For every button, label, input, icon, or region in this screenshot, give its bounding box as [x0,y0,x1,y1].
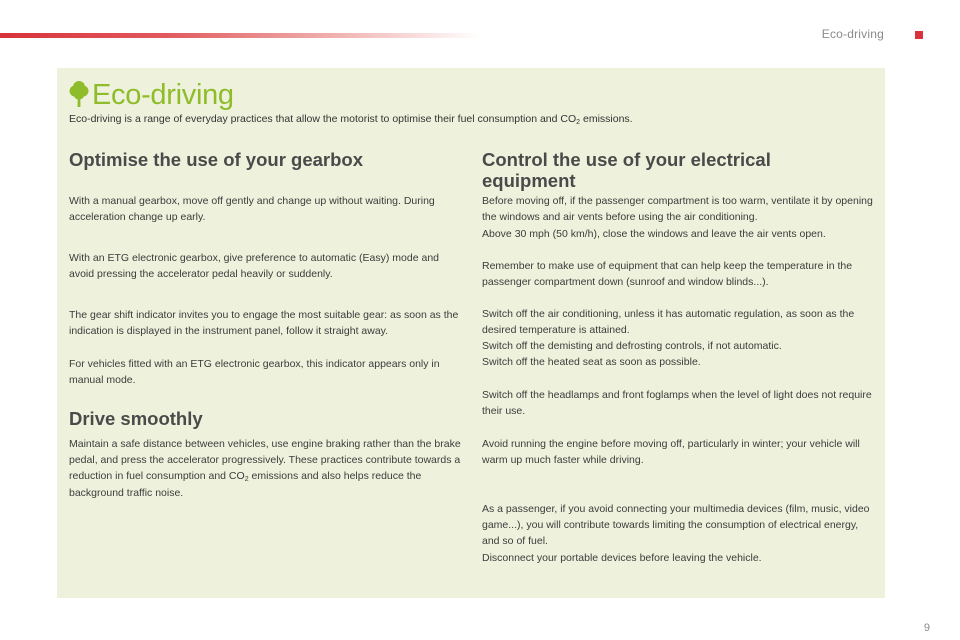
content-panel [57,68,885,598]
electrical-paragraph-6: Switch off the heated seat as soon as possible. [482,356,701,368]
intro-text [69,112,633,126]
passenger-devices-paragraph: As a passenger, if you avoid connecting your multimedia devices (film, music, video game...), you will contribute towards limiting the consumption of electrical energy, and so of fuel. [482,503,870,548]
disconnect-devices-paragraph: Disconnect your portable devices before leaving the vehicle. [482,552,762,564]
intro-text-end: emissions. [580,113,633,125]
intro-text-main: Eco-driving is a range of everyday practices that allow the motorist to optimise their fuel consumption and CO [69,113,577,125]
electrical-heading: Control the use of your electrical equipment [482,149,771,191]
section-marker [915,31,923,39]
gearbox-paragraph-2: With an ETG electronic gearbox, give preference to automatic (Easy) mode and avoid pressing the accelerator pedal heavily or suddenly. [69,252,440,281]
gearbox-heading: Optimise the use of your gearbox [69,149,364,170]
title-row [69,80,234,110]
gearbox-paragraph-3: The gear shift indicator invites you to engage the most suitable gear: as soon as the indication is displayed in the instrument panel, follow it straight away. [69,309,459,338]
header-accent-bar [0,33,480,38]
drive-paragraph [69,436,461,501]
tree-icon [69,81,89,109]
page-number: 9 [923,622,930,634]
electrical-paragraph-3: Remember to make use of equipment that can help keep the temperature in the passenger compartment down (sunroof and window blinds...). [482,260,853,289]
electrical-paragraph-5: Switch off the demisting and defrosting controls, if not automatic. [482,340,782,352]
electrical-paragraph-4: Switch off the air conditioning, unless it has automatic regulation, as soon as the desired temperature is attained. [482,308,855,337]
drive-heading: Drive smoothly [69,408,203,429]
engine-warmup-paragraph: Avoid running the engine before moving off, particularly in winter; your vehicle will warm up much faster while driving. [482,438,860,467]
intro-subscript: 2 [576,119,581,126]
drive-text-end: emissions and also helps reduce the background traffic noise. [69,470,422,499]
gearbox-paragraph-1: With a manual gearbox, move off gently and change up without waiting. During acceleration change up early. [69,195,435,224]
gearbox-paragraph-4: For vehicles fitted with an ETG electronic gearbox, this indicator appears only in manual mode. [69,358,440,387]
page-title: Eco-driving [92,79,234,111]
section-title: Eco-driving [821,27,884,41]
electrical-paragraph-2: Above 30 mph (50 km/h), close the windows and leave the air vents open. [482,228,826,240]
headlamps-paragraph: Switch off the headlamps and front foglamps when the level of light does not require their use. [482,389,872,418]
electrical-paragraph-1: Before moving off, if the passenger compartment is too warm, ventilate it by opening the windows and air vents before using the air conditioning. [482,195,873,224]
drive-subscript: 2 [244,476,249,484]
drive-text-main: Maintain a safe distance between vehicles, use engine braking rather than the brake pedal, and press the accelerator progressively. These practices contribute towards a reduction in fuel consumption and CO [69,438,461,483]
